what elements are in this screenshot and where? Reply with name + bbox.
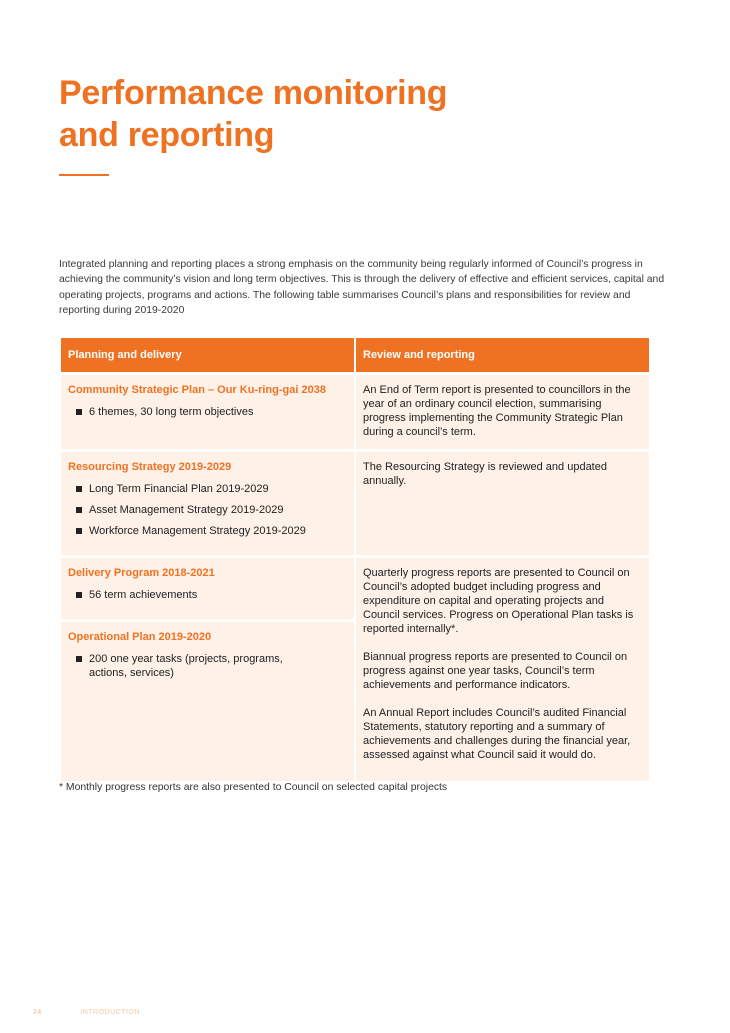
footnote: * Monthly progress reports are also presented to Council on selected capital projects (59, 782, 448, 793)
title-underline (59, 174, 109, 176)
plan-bullet: Workforce Management Strategy 2019-2029 (68, 524, 347, 538)
table-row (61, 558, 649, 619)
table-row (61, 375, 649, 449)
plan-cell (61, 452, 354, 555)
plan-bullet: Asset Management Strategy 2019-2029 (68, 503, 347, 517)
review-text: An End of Term report is presented to councillors in the year of an ordinary council election, summarising progress implementing the Community Strategic Plan during a council’s term. (363, 384, 631, 438)
header-planning-delivery: Planning and delivery (61, 338, 354, 372)
plan-bullet: 200 one year tasks (projects, programs, actions, services) (68, 652, 289, 680)
review-cell (356, 558, 649, 781)
planning-reporting-table (59, 335, 651, 784)
plan-title: Delivery Program 2018-2021 (68, 567, 215, 579)
plan-bullet-list (68, 588, 347, 602)
plan-title: Operational Plan 2019-2020 (68, 631, 212, 643)
header-review-reporting: Review and reporting (356, 338, 649, 372)
page-number: 24 (33, 1009, 42, 1016)
page-title (59, 72, 447, 156)
review-text: The Resourcing Strategy is reviewed and updated annually. (363, 461, 607, 487)
plan-cell (61, 375, 354, 449)
review-text: Biannual progress reports are presented to Council on progress against one year tasks, Council’s term achievements and performance indicators. (363, 651, 628, 691)
plan-title: Resourcing Strategy 2019-2029 (68, 461, 232, 473)
plan-bullet-list (68, 652, 347, 680)
page-title-line-1: Performance monitoring (59, 74, 448, 112)
review-cell (356, 452, 649, 555)
table-header-row (61, 338, 649, 372)
intro-paragraph: Integrated planning and reporting places a strong emphasis on the community being regularly informed of Council’s progress in achieving the community’s vision and long term objectives. This is through the delivery of effective and efficient services, capital and operating projects, programs and actions. The following table summarises Council’s plans and responsibilities for review and reporting during 2019-2020 (59, 259, 665, 317)
section-label: INTRODUCTION (80, 1009, 140, 1016)
plan-bullet: Long Term Financial Plan 2019-2029 (68, 482, 347, 496)
plan-title: Community Strategic Plan – Our Ku-ring-gai 2038 (68, 384, 326, 396)
table-row (61, 452, 649, 555)
page-footer (33, 1009, 140, 1016)
plan-cell (61, 622, 354, 781)
plan-bullet-list (68, 405, 347, 419)
review-text: An Annual Report includes Council’s audited Financial Statements, statutory reporting and a summary of achievements and challenges during the financial year, assessed against what Council said it would do. (363, 707, 631, 761)
plan-bullet: 6 themes, 30 long term objectives (68, 405, 347, 419)
plan-bullet-list (68, 482, 347, 538)
review-text: Quarterly progress reports are presented to Council on Council’s adopted budget including progress and expenditure on capital and operating projects and Council services. Progress on Operational Plan tasks is reported internally*. (363, 567, 634, 635)
plan-bullet: 56 term achievements (68, 588, 347, 602)
page-title-line-2: and reporting (59, 116, 275, 154)
review-cell (356, 375, 649, 449)
plan-cell (61, 558, 354, 619)
